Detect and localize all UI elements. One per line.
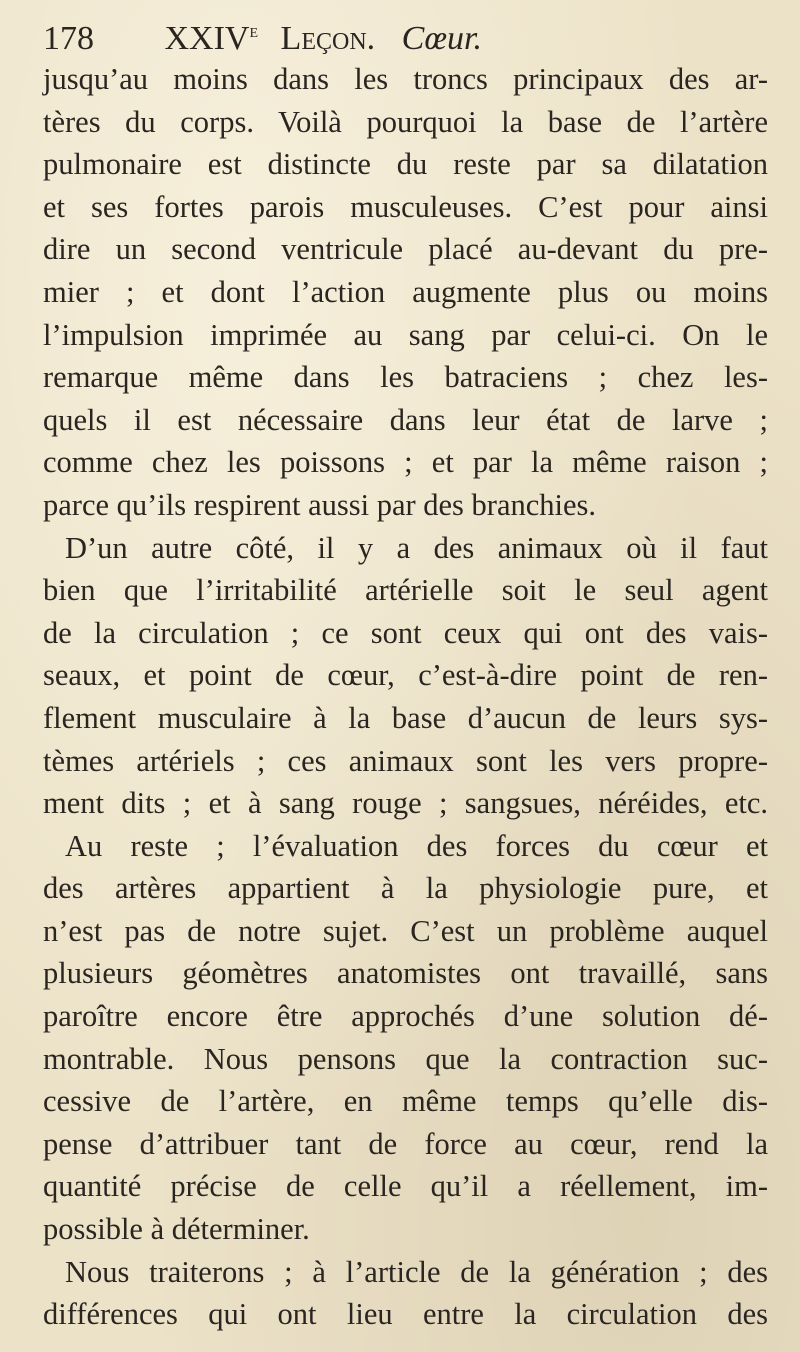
text-line: de la circulation ; ce sont ceux qui ont des vais- [43,615,768,650]
text-line: différences qui ont lieu entre la circulation des [43,1297,768,1332]
text-line: Nous traiterons ; à l’article de la génération ; des [65,1254,768,1289]
text-line: mier ; et dont l’action augmente plus ou moins [43,274,768,309]
text-line: flement musculaire à la base d’aucun de leurs sys- [43,700,768,735]
text-line: bien que l’irritabilité artérielle soit le seul agent [43,573,768,608]
text-line: D’un autre côté, il y a des animaux où il faut [65,530,768,565]
text-line: jusqu’au moins dans les troncs principaux des ar- [43,62,768,96]
page-header [43,8,763,58]
text-line: cessive de l’artère, en même temps qu’elle dis- [43,1084,768,1119]
text-line: des artères appartient à la physiologie pure, et [43,871,768,906]
text-line: parce qu’ils respirent aussi par des branchies. [43,487,597,522]
running-title: Cœur. [401,20,482,58]
text-line: pulmonaire est distincte du reste par sa dilatation [43,147,768,182]
text-line: ment dits ; et à sang rouge ; sangsues, néréides, etc. [43,786,768,821]
text-line: remarque même dans les batraciens ; chez les- [43,360,768,395]
lecon-number [165,8,259,62]
lecon-roman: XXIV [164,20,250,58]
body-text [43,58,768,1336]
text-line: possible à déterminer. [43,1212,310,1247]
text-line: tères du corps. Voilà pourquoi la base de l’artère [43,104,768,139]
text-line: quantité précise de celle qu’il a réellement, im- [43,1169,768,1204]
text-line: l’impulsion imprimée au sang par celui-ci. On le [43,317,768,352]
lecon-word: Leçon. [280,20,376,58]
text-line: plusieurs géomètres anatomistes ont travaillé, sans [43,956,768,991]
text-line: seaux, et point de cœur, c’est-à-dire point de ren- [43,658,768,693]
text-line: comme chez les poissons ; et par la même raison ; [43,445,768,480]
text-line: Au reste ; l’évaluation des forces du cœur et [65,828,768,863]
text-line: n’est pas de notre sujet. C’est un problème auquel [43,913,768,948]
text-line: et ses fortes parois musculeuses. C’est pour ainsi [43,189,768,224]
text-line: paroître encore être approchés d’une solution dé- [43,999,768,1034]
text-line: montrable. Nous pensons que la contraction suc- [43,1041,768,1076]
text-line: tèmes artériels ; ces animaux sont les vers propre- [43,743,768,778]
text-line: pense d’attribuer tant de force au cœur, rend la [43,1126,768,1161]
text-line: dire un second ventricule placé au-devant du pre- [43,232,768,267]
page-number: 178 [43,20,94,58]
text-line: quels il est nécessaire dans leur état de larve ; [43,402,768,437]
lecon-suffix: e [249,20,259,42]
